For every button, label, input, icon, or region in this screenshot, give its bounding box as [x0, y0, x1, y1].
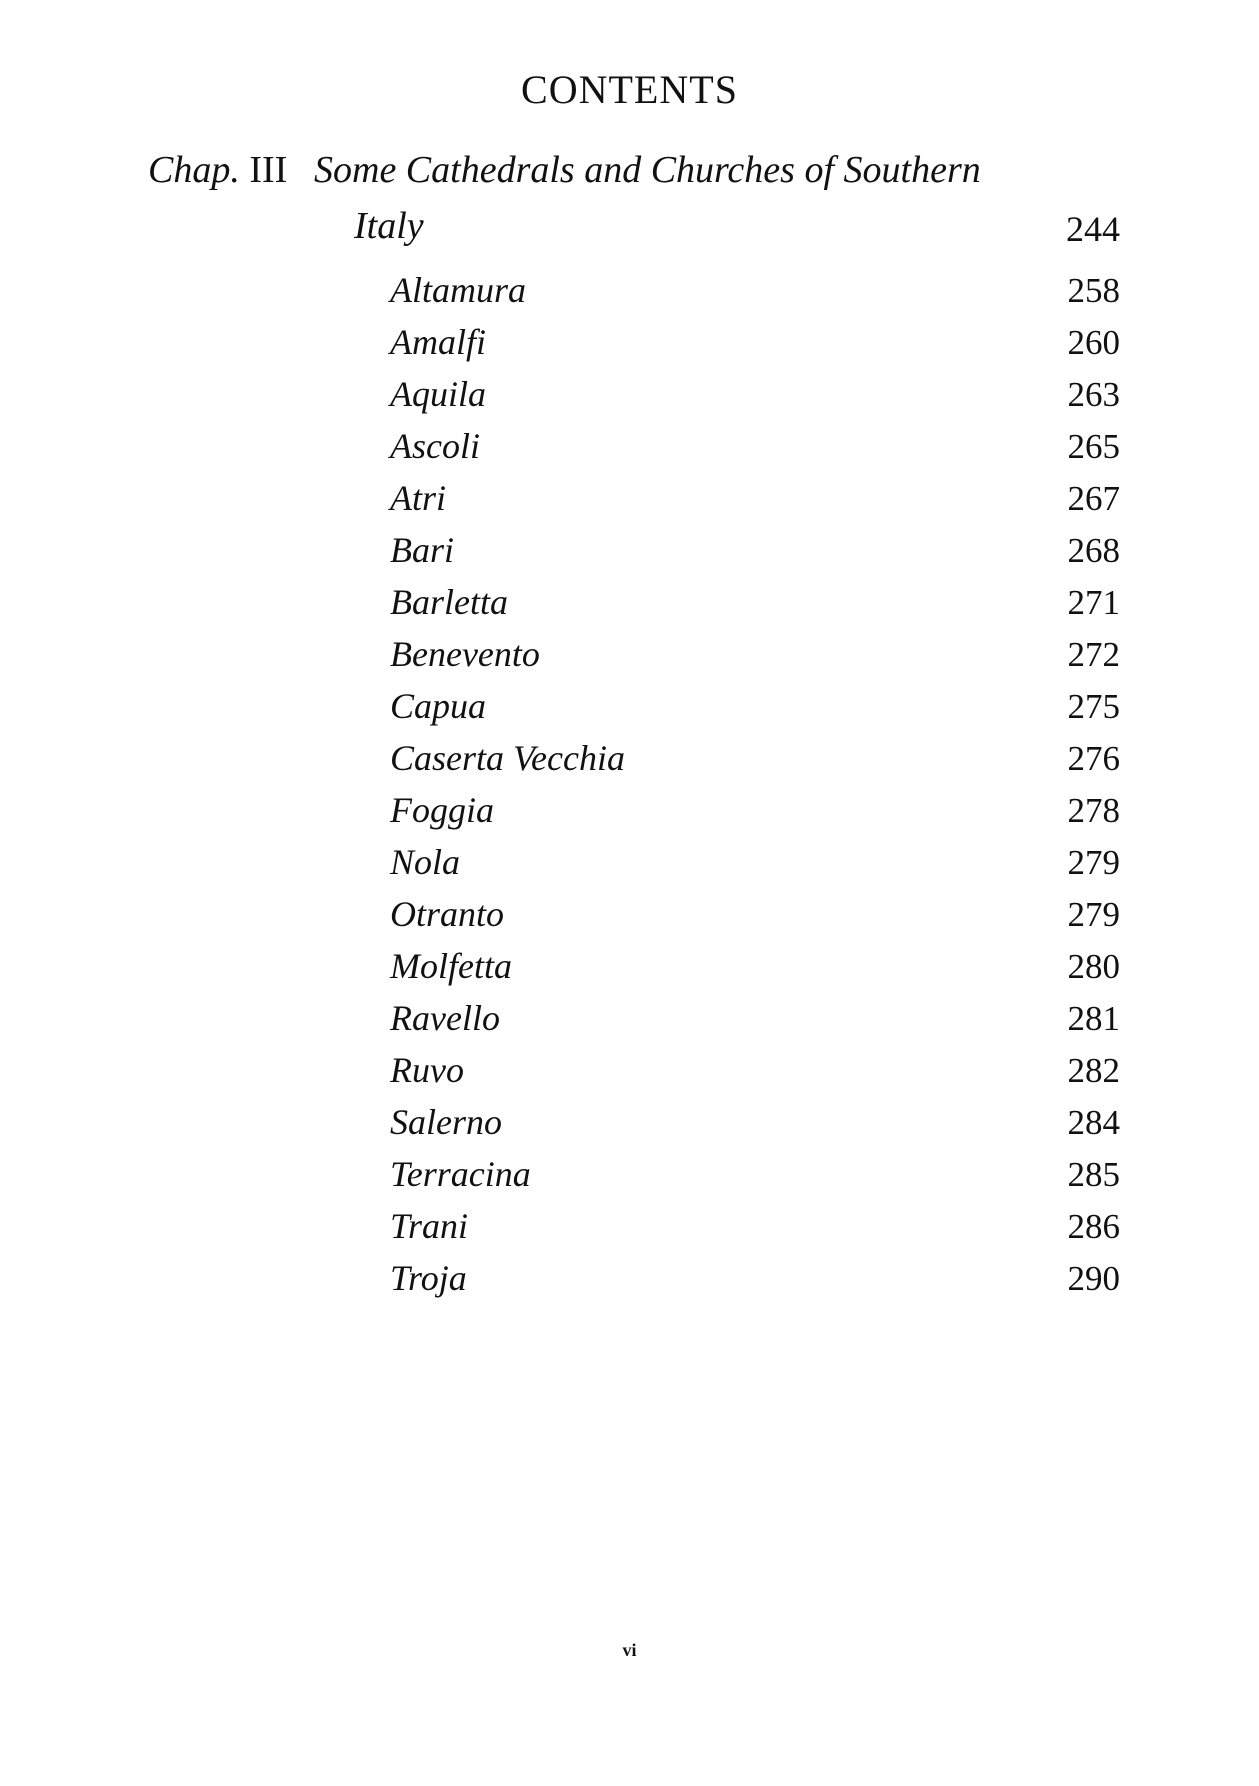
contents-entry	[390, 1200, 1120, 1252]
entry-page: 275	[1067, 687, 1120, 726]
entry-name: Amalfi	[390, 322, 486, 362]
contents-entry	[390, 628, 1120, 680]
page-title: CONTENTS	[521, 67, 738, 112]
entry-page: 265	[1067, 427, 1120, 466]
entry-name: Bari	[390, 530, 455, 570]
contents-entry	[390, 732, 1120, 784]
entry-name: Altamura	[390, 270, 527, 310]
entry-page: 279	[1067, 895, 1120, 934]
contents-entry	[390, 524, 1120, 576]
chapter-number: III	[249, 149, 288, 191]
chapter-page-number: 244	[1066, 209, 1120, 249]
contents-entry	[390, 1148, 1120, 1200]
entry-name: Troja	[390, 1258, 467, 1298]
entry-name: Ruvo	[390, 1050, 464, 1090]
entry-page: 278	[1067, 791, 1120, 830]
entry-name: Caserta Vecchia	[390, 738, 625, 778]
entry-name: Terracina	[390, 1154, 531, 1194]
contents-entry	[390, 888, 1120, 940]
entry-page: 280	[1067, 947, 1120, 986]
entry-name: Nola	[390, 842, 461, 882]
contents-entry	[390, 1252, 1120, 1304]
contents-entry	[390, 836, 1120, 888]
entry-page: 279	[1067, 843, 1120, 882]
entry-page: 286	[1067, 1207, 1120, 1246]
contents-entry	[390, 680, 1120, 732]
entry-page: 290	[1067, 1259, 1120, 1298]
chapter-word: Chap.	[148, 149, 240, 191]
entry-page: 258	[1067, 271, 1120, 310]
entry-page: 260	[1067, 323, 1120, 362]
entry-page: 263	[1067, 375, 1120, 414]
contents-entry	[390, 420, 1120, 472]
entry-page: 272	[1067, 635, 1120, 674]
entry-page: 268	[1067, 531, 1120, 570]
entry-page: 282	[1067, 1051, 1120, 1090]
chapter-label	[148, 150, 287, 192]
entry-name: Atri	[390, 478, 447, 518]
contents-entry	[390, 472, 1120, 524]
entry-name: Capua	[390, 686, 487, 726]
entry-name: Barletta	[390, 582, 508, 622]
contents-entry	[390, 576, 1120, 628]
entry-name: Ravello	[390, 998, 500, 1038]
contents-entry	[390, 264, 1120, 316]
entry-name: Ascoli	[390, 426, 480, 466]
entry-page: 276	[1067, 739, 1120, 778]
entry-name: Molfetta	[390, 946, 512, 986]
chapter-title-continued: Italy	[354, 205, 424, 247]
entry-page: 271	[1067, 583, 1120, 622]
entry-page: 284	[1067, 1103, 1120, 1142]
entry-page: 285	[1067, 1155, 1120, 1194]
entry-page: 267	[1067, 479, 1120, 518]
entry-name: Salerno	[390, 1102, 502, 1142]
contents-entry	[390, 1096, 1120, 1148]
entry-page: 281	[1067, 999, 1120, 1038]
entry-name: Benevento	[390, 634, 540, 674]
contents-entry	[390, 368, 1120, 420]
entry-name: Trani	[390, 1206, 469, 1246]
entry-name: Aquila	[390, 374, 486, 414]
entry-name: Otranto	[390, 894, 505, 934]
contents-entry	[390, 992, 1120, 1044]
contents-entry	[390, 784, 1120, 836]
chapter-title: Some Cathedrals and Churches of Southern	[314, 149, 981, 191]
page-number-footer: vi	[622, 1640, 637, 1660]
entry-name: Foggia	[390, 790, 494, 830]
contents-list	[390, 264, 1120, 1304]
contents-entry	[390, 940, 1120, 992]
contents-entry	[390, 316, 1120, 368]
contents-entry	[390, 1044, 1120, 1096]
